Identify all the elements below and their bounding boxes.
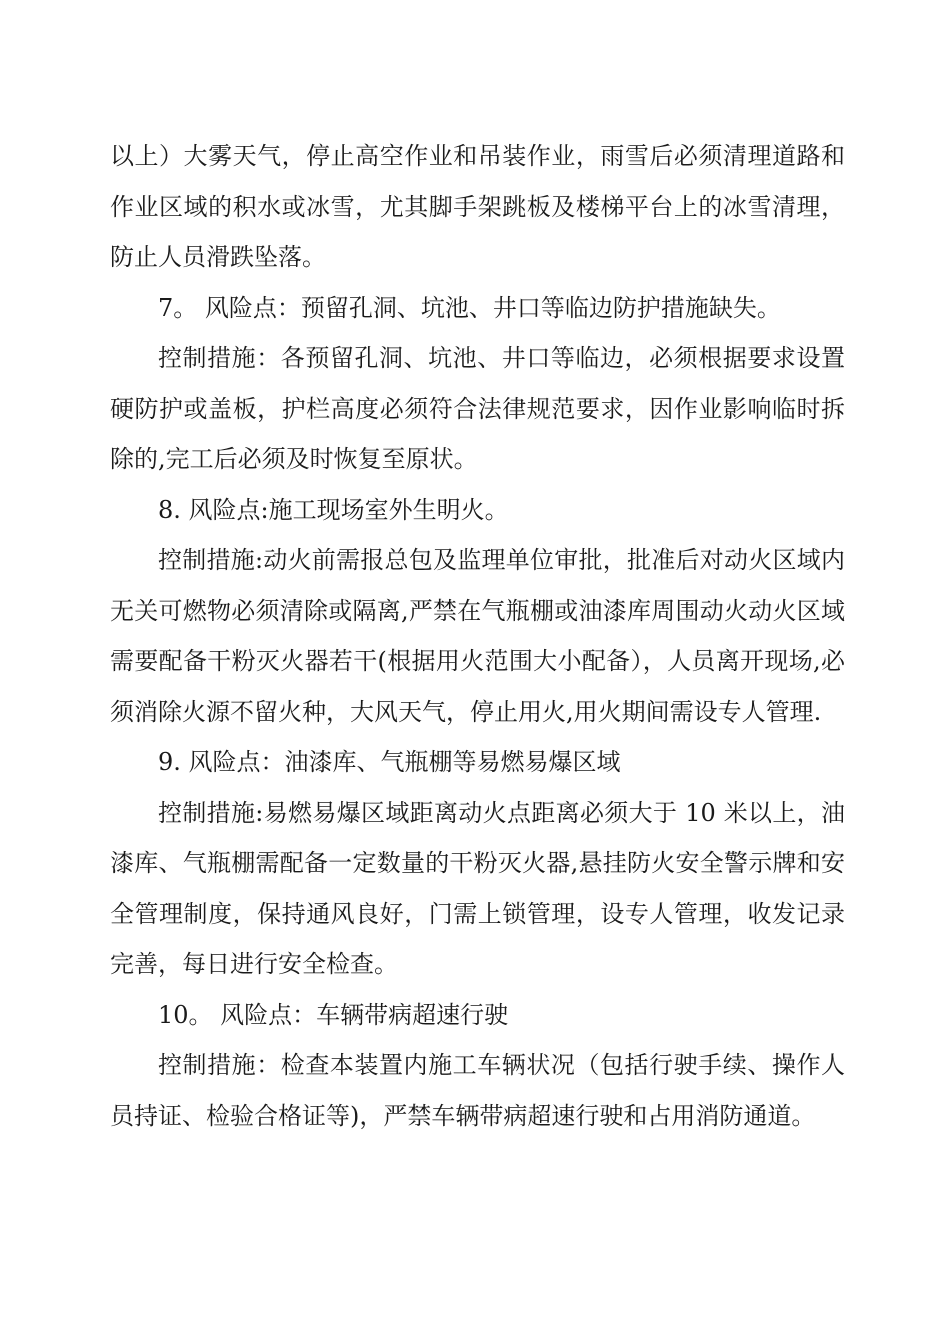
risk-point-10: 10。 风险点：车辆带病超速行驶 <box>158 1000 509 1029</box>
control-measure-8: 控制措施:动火前需报总包及监理单位审批，批准后对动火区域内无关可燃物必须清除或隔离,严禁在气瓶棚或油漆库周围动火动火区域需要配备干粉灭火器若干(根据用火范围大小配备），人员离开现场,必须消除火源不留火种，大风天气，停止用火,用火期间需设专人管理. <box>110 546 845 726</box>
risk-point-7: 7。 风险点：预留孔洞、坑池、井口等临边防护措施缺失。 <box>158 293 781 322</box>
control-measure-10: 控制措施：检查本装置内施工车辆状况（包括行驶手续、操作人员持证、检验合格证等)，严禁车辆带病超速行驶和占用消防通道。 <box>110 1051 845 1130</box>
risk-point-8: 8. 风险点:施工现场室外生明火。 <box>158 495 509 524</box>
document-body <box>110 131 845 1141</box>
risk-point-9: 9. 风险点：油漆库、气瓶棚等易燃易爆区域 <box>158 748 621 776</box>
control-measure-7: 控制措施：各预留孔洞、坑池、井口等临边，必须根据要求设置硬防护或盖板，护栏高度必须符合法律规范要求，因作业影响临时拆除的,完工后必须及时恢复至原状。 <box>110 344 845 473</box>
paragraph-weather-continuation: 以上）大雾天气，停止高空作业和吊装作业，雨雪后必须清理道路和作业区域的积水或冰雪，尤其脚手架跳板及楼梯平台上的冰雪清理，防止人员滑跌坠落。 <box>110 142 845 271</box>
control-measure-9: 控制措施:易燃易爆区域距离动火点距离必须大于 10 米以上，油漆库、气瓶棚需配备一定数量的干粉灭火器,悬挂防火安全警示牌和安全管理制度，保持通风良好，门需上锁管理，设专人管理，收发记录完善，每日进行安全检查。 <box>110 798 845 978</box>
